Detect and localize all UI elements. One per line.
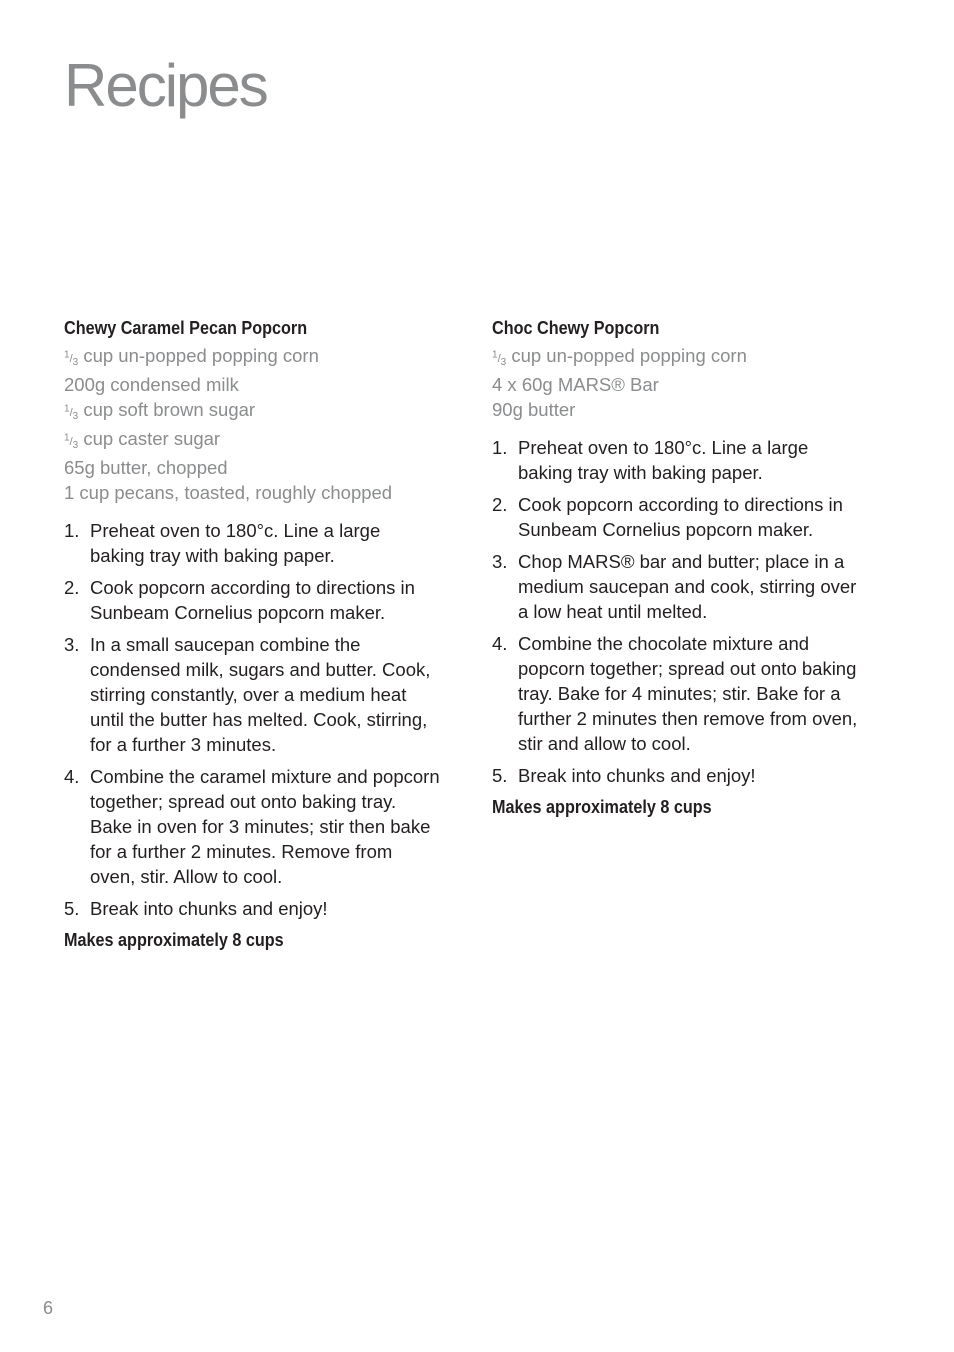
step-number: 3. [64,634,80,655]
step-text: Break into chunks and enjoy! [518,765,756,786]
method-step [64,575,464,625]
step-number: 2. [64,577,80,598]
ingredient-item: 65g butter, chopped [64,457,228,478]
step-text: Combine the chocolate mixture and popcorn together; spread out onto baking tray. Bake for 4 minutes; stir. Bake for a further 2 minutes then remove from oven, stir and allow to cool. [518,633,858,754]
method-step [64,764,464,889]
method-step [492,549,892,624]
step-text: Break into chunks and enjoy! [90,898,328,919]
ingredient-item: 90g butter [492,399,576,420]
ingredient-item: $^1/_3$ cup soft brown sugar [64,399,256,423]
method-step [492,435,892,485]
ingredient-item: $^1/_3$ cup un-popped popping corn [492,345,747,369]
page-title: Recipes [64,52,267,119]
method-steps [64,518,464,921]
method-steps [492,435,892,788]
step-number: 5. [64,898,80,919]
ingredient-list [64,343,464,505]
step-text: Cook popcorn according to directions in Sunbeam Cornelius popcorn maker. [90,577,415,623]
recipe-yield: Makes approximately 8 cups [64,930,284,950]
ingredient-item: 4 x 60g MARS® Bar [492,374,659,395]
step-text: Preheat oven to 180°c. Line a large baking tray with baking paper. [518,437,809,483]
recipe-yield: Makes approximately 8 cups [492,797,712,817]
step-text: Combine the caramel mixture and popcorn together; spread out onto baking tray. Bake in oven for 3 minutes; stir then bake for a further 2 minutes. Remove from oven, stir. Allow to cool. [90,766,440,887]
method-step [64,518,464,568]
step-number: 3. [492,551,508,572]
page-number: 6 [43,1298,54,1318]
ingredient-item: $^1/_3$ cup caster sugar [64,428,221,452]
method-step [64,632,464,757]
recipe-choc-chewy-popcorn [492,316,892,820]
ingredient-list [492,343,892,422]
step-text: Chop MARS® bar and butter; place in a medium saucepan and cook, stirring over a low heat until melted. [518,551,857,622]
step-number: 1. [492,437,508,458]
step-number: 4. [64,766,80,787]
recipe-title: Choc Chewy Popcorn [492,318,660,338]
fraction: $^1/_3$ [64,403,79,423]
step-text: Cook popcorn according to directions in Sunbeam Cornelius popcorn maker. [518,494,843,540]
ingredient-item: 1 cup pecans, toasted, roughly chopped [64,482,393,503]
method-step [492,631,892,756]
ingredient-item: 200g condensed milk [64,374,239,395]
step-number: 2. [492,494,508,515]
step-text: Preheat oven to 180°c. Line a large baking tray with baking paper. [90,520,381,566]
method-step [492,492,892,542]
step-number: 5. [492,765,508,786]
fraction: $^1/_3$ [64,432,79,452]
recipe-title: Chewy Caramel Pecan Popcorn [64,318,308,338]
ingredient-item: $^1/_3$ cup un-popped popping corn [64,345,319,369]
step-number: 1. [64,520,80,541]
fraction: $^1/_3$ [64,349,79,369]
method-step [492,763,892,788]
recipe-chewy-caramel-pecan-popcorn [64,316,464,953]
fraction: $^1/_3$ [492,349,507,369]
method-step [64,896,464,921]
step-text: In a small saucepan combine the condensed milk, sugars and butter. Cook, stirring constantly, over a medium heat until the butter has melted. Cook, stirring, for a further 3 minutes. [90,634,431,755]
step-number: 4. [492,633,508,654]
